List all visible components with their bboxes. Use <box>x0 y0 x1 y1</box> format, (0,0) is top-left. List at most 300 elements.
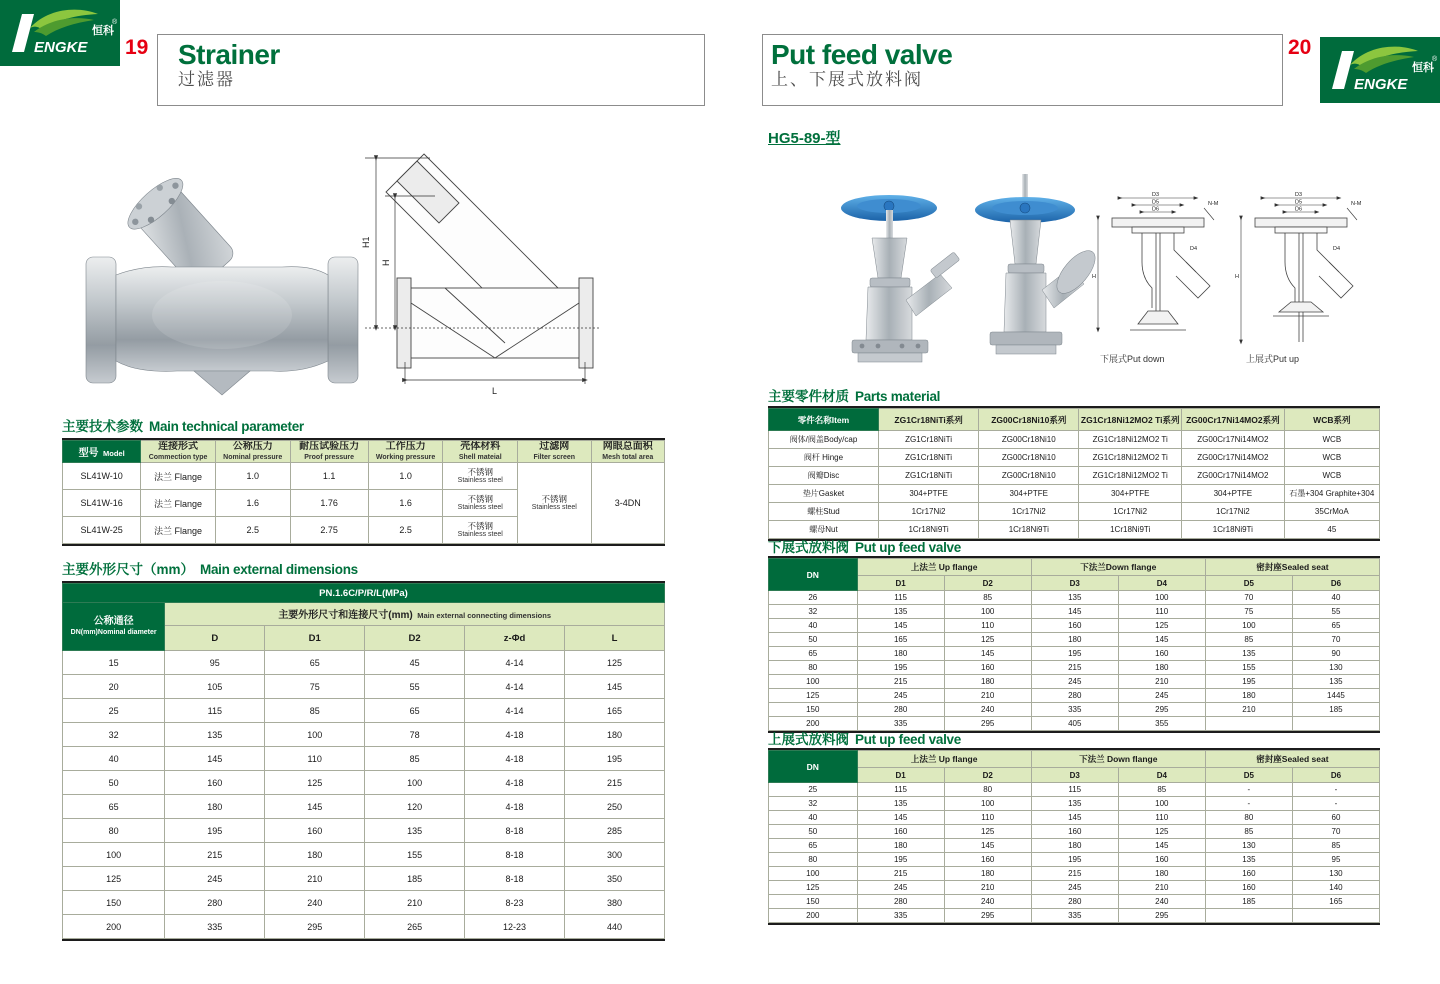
table-cell: 115 <box>1031 783 1118 797</box>
table-cell: ZG00Cr17Ni14MO2 <box>1182 449 1285 467</box>
table-cell: 8-23 <box>465 891 565 915</box>
table-cell: 阀体/阀盖Body/cap <box>769 431 879 449</box>
svg-text:D3: D3 <box>1295 192 1303 198</box>
table-cell: 125 <box>265 771 365 795</box>
svg-text:H1: H1 <box>361 236 371 248</box>
table-cell: 180 <box>165 795 265 819</box>
table-cell: 245 <box>857 689 944 703</box>
table-cell: 15 <box>63 651 165 675</box>
tech-params-title: 主要技术参数 Main technical parameter <box>62 419 304 434</box>
valve-photo-down <box>826 182 961 379</box>
table-row <box>769 783 1380 797</box>
table-cell: 100 <box>769 675 858 689</box>
table-cell: 35CrMoA <box>1284 503 1379 521</box>
table-cell: 180 <box>1118 661 1205 675</box>
table-cell: 304+PTFE <box>1182 485 1285 503</box>
table-cell: 335 <box>1031 703 1118 717</box>
svg-text:L: L <box>492 386 498 396</box>
table-row <box>769 703 1380 717</box>
table-cell: 200 <box>769 717 858 731</box>
up-feed-valve-table <box>768 748 1380 925</box>
table-cell: 4-18 <box>465 747 565 771</box>
svg-text:®: ® <box>1432 56 1438 63</box>
table-cell: 145 <box>165 747 265 771</box>
table-cell: 145 <box>1118 839 1205 853</box>
table-cell: 150 <box>63 891 165 915</box>
table-row <box>63 915 665 939</box>
right-title-box <box>762 34 1283 106</box>
table-cell: 26 <box>769 591 858 605</box>
table-cell: 135 <box>1205 853 1292 867</box>
table-cell: 4-14 <box>465 651 565 675</box>
table-cell: 135 <box>365 819 465 843</box>
table-row <box>63 723 665 747</box>
table-cell: 80 <box>1205 811 1292 825</box>
table-cell: ZG00Cr17Ni14MO2 <box>1182 431 1285 449</box>
table-cell: 85 <box>1292 839 1379 853</box>
table-cell: 304+PTFE <box>979 485 1079 503</box>
table-cell: 4-14 <box>465 699 565 723</box>
table-cell: 110 <box>1118 605 1205 619</box>
put-down-drawing <box>1090 190 1235 355</box>
table-cell: 240 <box>265 891 365 915</box>
table-cell: 8-18 <box>465 867 565 891</box>
table-cell: 100 <box>944 605 1031 619</box>
table-cell: 140 <box>1292 881 1379 895</box>
table-cell: 165 <box>1292 895 1379 909</box>
table-cell: 110 <box>944 811 1031 825</box>
table-cell: 210 <box>1205 703 1292 717</box>
table-cell: 65 <box>365 699 465 723</box>
table-cell: 85 <box>1205 633 1292 647</box>
table-cell: 160 <box>1118 647 1205 661</box>
table-cell: 295 <box>265 915 365 939</box>
svg-text:®: ® <box>112 19 118 26</box>
table-cell <box>1292 909 1379 923</box>
table-row <box>63 651 665 675</box>
table-cell: 8-18 <box>465 819 565 843</box>
table-cell: 240 <box>944 895 1031 909</box>
table-cell: 125 <box>565 651 665 675</box>
put-down-caption: 下展式Put down <box>1100 354 1165 364</box>
table-cell <box>1205 909 1292 923</box>
table-row <box>769 797 1380 811</box>
table-cell: 215 <box>857 867 944 881</box>
table-cell: ZG1Cr18Ni12MO2 Ti <box>1079 467 1182 485</box>
table-cell: 50 <box>769 825 858 839</box>
table-row <box>769 853 1380 867</box>
table-cell: 25 <box>769 783 858 797</box>
table-cell: 1Cr17Ni2 <box>1182 503 1285 521</box>
table-cell: 85 <box>265 699 365 723</box>
table-cell: 180 <box>1031 839 1118 853</box>
table-cell: 160 <box>1205 881 1292 895</box>
table-cell: 160 <box>165 771 265 795</box>
strainer-photo <box>82 165 362 405</box>
tech-params-table <box>62 438 665 546</box>
table-cell: 32 <box>63 723 165 747</box>
svg-text:D6: D6 <box>1295 206 1303 213</box>
table-cell: WCB <box>1284 449 1379 467</box>
table-cell: 295 <box>944 909 1031 923</box>
svg-text:恒科: 恒科 <box>92 25 114 37</box>
hengke-logo-icon <box>0 0 120 66</box>
table-cell: 180 <box>1031 633 1118 647</box>
table-cell: 1Cr18Ni9Ti <box>878 521 978 539</box>
table-cell: 110 <box>944 619 1031 633</box>
table-row <box>769 605 1380 619</box>
table-cell: 45 <box>1284 521 1379 539</box>
table-cell: 160 <box>1031 619 1118 633</box>
table-cell: 335 <box>1031 909 1118 923</box>
table-cell: 95 <box>165 651 265 675</box>
down-feed-valve-title: 下展式放料阀 Put up feed valve <box>768 540 961 555</box>
table-cell: 165 <box>857 633 944 647</box>
strainer-drawing <box>355 138 645 405</box>
down-feed-valve-table <box>768 556 1380 733</box>
table-cell: 1Cr17Ni2 <box>1079 503 1182 521</box>
svg-text:N-M: N-M <box>1351 201 1362 207</box>
table-row <box>63 675 665 699</box>
svg-text:D3: D3 <box>1152 192 1160 198</box>
table-cell: 155 <box>365 843 465 867</box>
table-cell: 195 <box>857 661 944 675</box>
table-cell: ZG00Cr17Ni14MO2 <box>1182 467 1285 485</box>
table-cell: ZG1Cr18NiTi <box>878 431 978 449</box>
left-title-box <box>157 34 705 106</box>
table-cell: 210 <box>944 689 1031 703</box>
table-cell: 50 <box>63 771 165 795</box>
table-cell: 160 <box>1205 867 1292 881</box>
table-cell: 180 <box>857 839 944 853</box>
table-row <box>63 747 665 771</box>
table-cell: 250 <box>565 795 665 819</box>
group-header-row: 公称通径 DN(mm)Nominal diameter 主要外形尺寸和连接尺寸(mm) Main external connecting dimensions <box>63 603 665 626</box>
table-cell: 110 <box>265 747 365 771</box>
table-cell: 160 <box>1118 853 1205 867</box>
table-row <box>769 619 1380 633</box>
table-row <box>769 449 1380 467</box>
table-row <box>769 909 1380 923</box>
table-cell: 380 <box>565 891 665 915</box>
table-row <box>63 699 665 723</box>
table-cell: 阀杆 Hinge <box>769 449 879 467</box>
table-cell: 155 <box>1205 661 1292 675</box>
table-cell: 110 <box>1118 811 1205 825</box>
table-cell: 195 <box>1205 675 1292 689</box>
table-cell: 180 <box>1205 689 1292 703</box>
table-cell: 130 <box>1205 839 1292 853</box>
table-cell: 240 <box>1118 895 1205 909</box>
table-row <box>769 839 1380 853</box>
table-row: SL41W-10 法兰 Flange 1.0 1.1 1.0 不锈钢 Stainless steel 不锈钢 Stainless steel 3-4DN <box>63 463 665 490</box>
dimensions-table <box>62 581 665 941</box>
table-cell: 65 <box>1292 619 1379 633</box>
table-cell: 160 <box>857 825 944 839</box>
table-row <box>63 891 665 915</box>
table-cell: 1Cr17Ni2 <box>979 503 1079 521</box>
parts-material-title: 主要零件材质 Parts material <box>768 389 941 404</box>
svg-text:H: H <box>1235 274 1239 280</box>
table-cell: 145 <box>944 647 1031 661</box>
table-cell: ZG00Cr18Ni10 <box>979 431 1079 449</box>
table-row <box>769 503 1380 521</box>
table-row <box>769 431 1380 449</box>
table-cell: 135 <box>1205 647 1292 661</box>
table-row <box>769 633 1380 647</box>
pn-header-row: PN.1.6C/P/R/L(MPa) <box>63 584 665 603</box>
table-cell: 245 <box>857 881 944 895</box>
svg-text:D4: D4 <box>1190 246 1198 252</box>
table-cell: 245 <box>1031 881 1118 895</box>
table-row <box>769 467 1380 485</box>
page-number-left: 19 <box>125 36 149 59</box>
table-cell: 135 <box>1031 591 1118 605</box>
table-cell: 55 <box>1292 605 1379 619</box>
table-row <box>769 895 1380 909</box>
table-cell: 100 <box>1205 619 1292 633</box>
table-cell: 165 <box>565 699 665 723</box>
table-cell: 4-18 <box>465 771 565 795</box>
table-cell: 85 <box>365 747 465 771</box>
table-cell: 210 <box>265 867 365 891</box>
table-cell: 78 <box>365 723 465 747</box>
table-cell: 295 <box>1118 909 1205 923</box>
table-cell <box>1292 717 1379 731</box>
table-cell: 125 <box>769 689 858 703</box>
table-cell: 135 <box>857 605 944 619</box>
table-cell: 125 <box>944 825 1031 839</box>
table-cell: - <box>1205 797 1292 811</box>
svg-text:ENGKE: ENGKE <box>1354 76 1408 93</box>
table-cell: WCB <box>1284 467 1379 485</box>
table-cell: 180 <box>944 675 1031 689</box>
table-cell: 125 <box>63 867 165 891</box>
table-cell: 200 <box>769 909 858 923</box>
table-cell: 210 <box>1118 881 1205 895</box>
table-cell: 180 <box>265 843 365 867</box>
table-cell: 垫片Gasket <box>769 485 879 503</box>
table-cell: 100 <box>63 843 165 867</box>
table-cell: 160 <box>1031 825 1118 839</box>
table-cell: 180 <box>565 723 665 747</box>
table-cell: 40 <box>63 747 165 771</box>
table-cell: 185 <box>365 867 465 891</box>
table-cell: 85 <box>1205 825 1292 839</box>
svg-text:D5: D5 <box>1152 199 1160 206</box>
table-cell <box>1205 717 1292 731</box>
table-cell: 80 <box>769 853 858 867</box>
table-cell: 135 <box>857 797 944 811</box>
flange-col-header-row: D1 D2 D3 D4 D5 D6 <box>769 576 1380 591</box>
put-up-drawing <box>1233 190 1378 355</box>
table-cell: 280 <box>857 895 944 909</box>
svg-text:ENGKE: ENGKE <box>34 39 88 56</box>
table-cell: 80 <box>944 783 1031 797</box>
table-cell: 210 <box>1118 675 1205 689</box>
table-cell: 25 <box>63 699 165 723</box>
table-cell: 195 <box>165 819 265 843</box>
table-cell: 60 <box>1292 811 1379 825</box>
table-cell: 70 <box>1205 591 1292 605</box>
table-cell: 40 <box>769 811 858 825</box>
table-cell: - <box>1292 783 1379 797</box>
table-row <box>769 811 1380 825</box>
hengke-logo-icon <box>1320 37 1440 103</box>
table-cell: 145 <box>1031 605 1118 619</box>
table-cell: WCB <box>1284 431 1379 449</box>
up-feed-valve-title: 上展式放料阀 Put up feed valve <box>768 732 961 747</box>
table-cell: 80 <box>63 819 165 843</box>
table-cell: 8-18 <box>465 843 565 867</box>
table-cell: 245 <box>1031 675 1118 689</box>
table-cell: 4-18 <box>465 795 565 819</box>
table-cell: 65 <box>63 795 165 819</box>
table-cell: 85 <box>944 591 1031 605</box>
table-cell: 75 <box>1205 605 1292 619</box>
table-cell: 355 <box>1118 717 1205 731</box>
table-cell: 145 <box>565 675 665 699</box>
table-cell: ZG00Cr18Ni10 <box>979 467 1079 485</box>
table-row <box>769 675 1380 689</box>
table-cell: 160 <box>944 853 1031 867</box>
table-cell: 195 <box>1031 853 1118 867</box>
parts-header-row: 零件名称Item ZG1Cr18NiTi系列 ZG00Cr18Ni10系列 ZG1Cr18Ni12MO2 Ti系列 ZG00Cr17Ni14MO2系列 WCB系列 <box>769 409 1380 431</box>
table-cell: 335 <box>857 909 944 923</box>
table-cell: 1Cr18Ni9Ti <box>979 521 1079 539</box>
table-cell: 280 <box>857 703 944 717</box>
valve-photo-up <box>958 172 1098 379</box>
table-cell: 215 <box>1031 661 1118 675</box>
table-cell: 405 <box>1031 717 1118 731</box>
table-row <box>769 867 1380 881</box>
parts-material-table <box>768 406 1380 541</box>
table-row <box>769 661 1380 675</box>
table-cell: 20 <box>63 675 165 699</box>
table-cell: 125 <box>769 881 858 895</box>
table-cell: 295 <box>1118 703 1205 717</box>
table-row <box>769 825 1380 839</box>
table-cell: 75 <box>265 675 365 699</box>
table-cell: 280 <box>165 891 265 915</box>
table-cell: 135 <box>165 723 265 747</box>
table-cell: 335 <box>857 717 944 731</box>
table-cell: 130 <box>1292 867 1379 881</box>
table-cell: 195 <box>565 747 665 771</box>
table-cell: 145 <box>857 811 944 825</box>
table-cell: 石墨+304 Graphite+304 <box>1284 485 1379 503</box>
table-row <box>769 881 1380 895</box>
table-cell: ZG00Cr18Ni10 <box>979 449 1079 467</box>
table-cell: 180 <box>857 647 944 661</box>
table-row <box>63 771 665 795</box>
table-cell: 135 <box>1292 675 1379 689</box>
dimensions-title: 主要外形尺寸（mm） Main external dimensions <box>62 562 358 577</box>
table-cell: 100 <box>1118 797 1205 811</box>
table-cell: 210 <box>365 891 465 915</box>
table-cell: 1Cr18Ni9Ti <box>1079 521 1182 539</box>
table-cell: 285 <box>565 819 665 843</box>
table-cell: 215 <box>1031 867 1118 881</box>
table-cell: 90 <box>1292 647 1379 661</box>
flange-group-header-row: DN 上法兰 Up flange 下法兰Down flange 密封座Sealed seat <box>769 559 1380 576</box>
table-cell: 304+PTFE <box>1079 485 1182 503</box>
svg-text:恒科: 恒科 <box>1412 62 1434 74</box>
table-cell: 45 <box>365 651 465 675</box>
table-cell: 1Cr17Ni2 <box>878 503 978 521</box>
table-cell: - <box>1292 797 1379 811</box>
column-header-row: D D1 D2 z-Φd L <box>63 626 665 651</box>
table-row <box>63 795 665 819</box>
table-cell: 180 <box>944 867 1031 881</box>
table-cell: ZG1Cr18Ni12MO2 Ti <box>1079 431 1182 449</box>
svg-text:H: H <box>1092 274 1096 280</box>
table-cell: 100 <box>944 797 1031 811</box>
table-cell: 80 <box>769 661 858 675</box>
table-cell: 100 <box>1118 591 1205 605</box>
table-cell: 4-18 <box>465 723 565 747</box>
table-cell: 100 <box>365 771 465 795</box>
table-cell: 160 <box>265 819 365 843</box>
table-cell: 215 <box>857 675 944 689</box>
table-cell: 145 <box>265 795 365 819</box>
svg-text:D4: D4 <box>1333 246 1341 252</box>
table-cell: 32 <box>769 605 858 619</box>
table-cell: 185 <box>1292 703 1379 717</box>
table-cell: ZG1Cr18NiTi <box>878 449 978 467</box>
table-cell: ZG1Cr18NiTi <box>878 467 978 485</box>
table-cell: 145 <box>857 619 944 633</box>
table-cell: 240 <box>944 703 1031 717</box>
table-cell: 1Cr18Ni9Ti <box>1182 521 1285 539</box>
table-cell: 70 <box>1292 825 1379 839</box>
right-page-title: Put feed valve <box>771 39 953 70</box>
table-row: SL41W-25 法兰 Flange 2.5 2.75 2.5 不锈钢 Stainless steel <box>63 517 665 544</box>
table-row <box>63 867 665 891</box>
table-cell: 180 <box>1118 867 1205 881</box>
table-row <box>769 485 1380 503</box>
table-cell: 335 <box>165 915 265 939</box>
table-cell: 100 <box>265 723 365 747</box>
table-cell: 265 <box>365 915 465 939</box>
table-cell: 115 <box>857 591 944 605</box>
table-cell: 65 <box>769 647 858 661</box>
table-cell: 195 <box>1031 647 1118 661</box>
table-cell: 115 <box>165 699 265 723</box>
table-row <box>769 591 1380 605</box>
table-cell: 160 <box>944 661 1031 675</box>
table-cell: 95 <box>1292 853 1379 867</box>
table-cell: 280 <box>1031 689 1118 703</box>
flange-col-header-row: D1 D2 D3 D4 D5 D6 <box>769 768 1380 783</box>
put-up-caption: 上展式Put up <box>1246 354 1300 364</box>
table-cell: 125 <box>1118 619 1205 633</box>
table-cell: 145 <box>1118 633 1205 647</box>
table-cell: 300 <box>565 843 665 867</box>
table-cell: 245 <box>165 867 265 891</box>
table-cell: 185 <box>1205 895 1292 909</box>
table-cell: 85 <box>1118 783 1205 797</box>
table-row <box>63 819 665 843</box>
table-cell: 215 <box>165 843 265 867</box>
table-row: SL41W-16 法兰 Flange 1.6 1.76 1.6 不锈钢 Stainless steel <box>63 490 665 517</box>
right-page-subtitle: 上、下展式放料阀 <box>771 70 923 89</box>
tech-header-row: 型号 Model 连接形式 Commection type 公称压力 Nominal pressure 耐压试验压力 Proof pressure 工作压力 Working pressure 壳体材料 Shell mateial 过滤网 Filter screen 网眼总面积 Mesh total area <box>63 441 665 463</box>
table-cell: 245 <box>1118 689 1205 703</box>
table-cell: 440 <box>565 915 665 939</box>
table-cell: 105 <box>165 675 265 699</box>
page-number-right: 20 <box>1288 36 1312 59</box>
